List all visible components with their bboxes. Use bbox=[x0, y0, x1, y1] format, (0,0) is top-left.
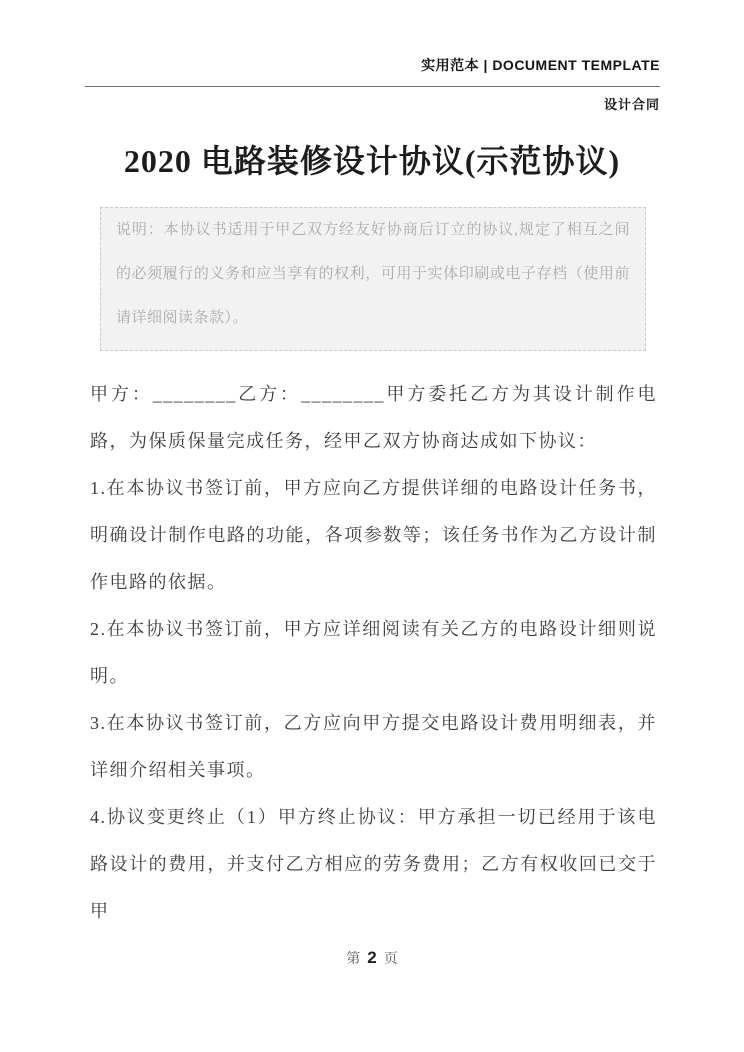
paragraph-clause-2: 2.在本协议书签订前，甲方应详细阅读有关乙方的电路设计细则说明。 bbox=[90, 619, 657, 686]
footer-prefix: 第 bbox=[346, 950, 361, 966]
paragraph-clause-3: 3.在本协议书签订前，乙方应向甲方提交电路设计费用明细表，并详细介绍相关事项。 bbox=[90, 713, 657, 780]
category-label: 设计合同 bbox=[603, 97, 660, 112]
notice-box bbox=[100, 207, 646, 351]
page-footer bbox=[0, 948, 744, 968]
paragraph-parties: 甲方：________乙方：________甲方委托乙方为其设计制作电路，为保质保量完成任务，经甲乙双方协商达成如下协议： bbox=[90, 384, 657, 451]
brand-text: 实用范本 | DOCUMENT TEMPLATE bbox=[421, 57, 660, 73]
page-number: 2 bbox=[367, 948, 377, 967]
paragraph-clause-1: 1.在本协议书签订前，甲方应向乙方提供详细的电路设计任务书，明确设计制作电路的功能，各项参数等；该任务书作为乙方设计制作电路的依据。 bbox=[90, 478, 657, 592]
header-divider bbox=[85, 86, 660, 87]
paragraph-clause-4: 4.协议变更终止（1）甲方终止协议：甲方承担一切已经用于该电路设计的费用，并支付乙方相应的劳务费用；乙方有权收回已交于甲 bbox=[90, 807, 657, 921]
footer-suffix: 页 bbox=[383, 950, 398, 966]
document-title: 2020 电路装修设计协议(示范协议) bbox=[123, 143, 621, 179]
notice-text: 说明：本协议书适用于甲乙双方经友好协商后订立的协议,规定了相互之间的必须履行的义务和应当享有的权利，可用于实体印刷或电子存档（使用前请详细阅读条款）。 bbox=[116, 222, 630, 326]
page-header bbox=[85, 55, 660, 113]
document-body bbox=[90, 371, 657, 935]
